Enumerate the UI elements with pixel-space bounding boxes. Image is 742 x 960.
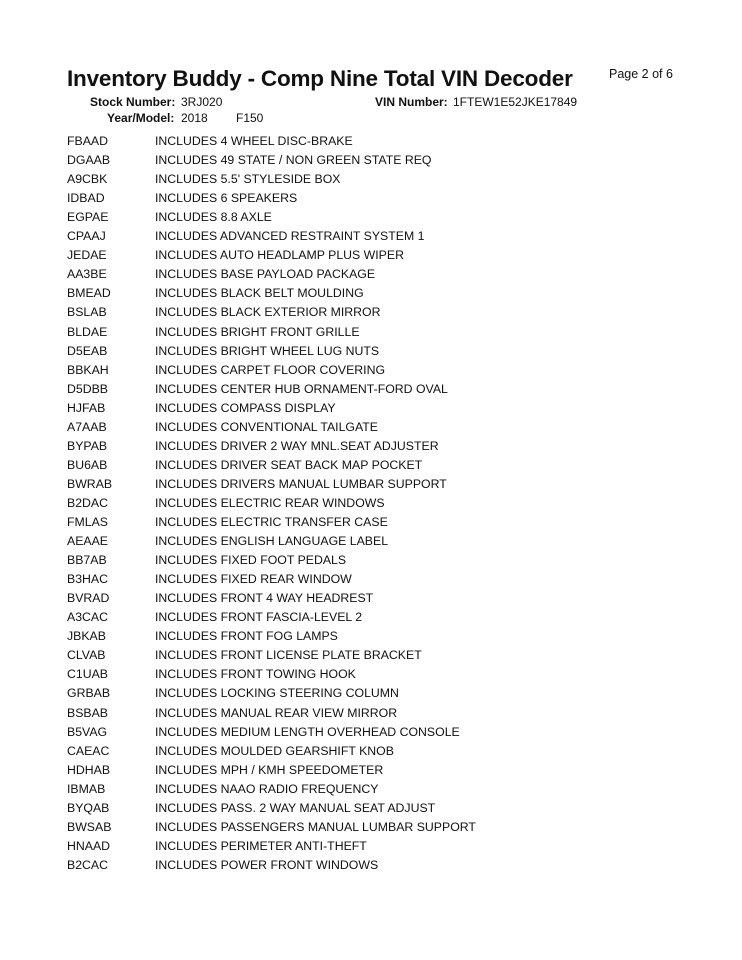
option-description: INCLUDES FRONT TOWING HOOK (155, 667, 356, 682)
option-description: INCLUDES POWER FRONT WINDOWS (155, 857, 379, 872)
option-description: INCLUDES BRIGHT FRONT GRILLE (155, 324, 360, 339)
option-code: BWRAB (67, 476, 113, 491)
option-description: INCLUDES CARPET FLOOR COVERING (155, 362, 386, 377)
report-title: Inventory Buddy - Comp Nine Total VIN Decoder (67, 66, 573, 91)
option-row (0, 134, 742, 153)
option-code: IDBAD (67, 191, 105, 206)
vin-number-label: VIN Number: (375, 95, 448, 109)
option-code: BYPAB (67, 438, 108, 453)
option-row (0, 325, 742, 344)
year-value: 2018 (181, 111, 208, 125)
option-code: JEDAE (67, 248, 107, 263)
option-code: CLVAB (67, 648, 106, 663)
option-code: BU6AB (67, 457, 108, 472)
option-description: INCLUDES FRONT 4 WAY HEADREST (155, 591, 374, 606)
option-code: FMLAS (67, 515, 108, 529)
option-row (0, 648, 742, 667)
option-row (0, 515, 742, 534)
option-code: B2CAC (67, 857, 109, 872)
option-description: INCLUDES PASS. 2 WAY MANUAL SEAT ADJUST (155, 800, 436, 815)
option-code: GRBAB (67, 686, 111, 701)
stock-number-label: Stock Number: (90, 95, 176, 109)
option-row (0, 591, 742, 610)
option-row (0, 858, 742, 877)
option-code: B2DAC (67, 495, 109, 510)
option-description: INCLUDES ELECTRIC TRANSFER CASE (155, 515, 388, 529)
option-code: AEAAE (67, 534, 109, 549)
option-description: INCLUDES FRONT LICENSE PLATE BRACKET (155, 648, 422, 663)
option-row (0, 458, 742, 477)
option-code: HNAAD (67, 838, 111, 853)
option-description: INCLUDES BRIGHT WHEEL LUG NUTS (155, 343, 380, 358)
option-row (0, 382, 742, 401)
option-row (0, 191, 742, 210)
option-code: BWSAB (67, 819, 112, 834)
option-description: INCLUDES CENTER HUB ORNAMENT-FORD OVAL (155, 381, 448, 396)
option-code: BSLAB (67, 305, 107, 320)
option-code: C1UAB (67, 667, 109, 682)
option-code: BYQAB (67, 800, 110, 815)
option-code: IBMAB (67, 781, 106, 796)
option-description: INCLUDES NAAO RADIO FREQUENCY (155, 781, 379, 796)
page-number: Page 2 of 6 (609, 67, 673, 81)
option-row (0, 248, 742, 267)
option-description: INCLUDES 8.8 AXLE (155, 210, 272, 225)
option-row (0, 363, 742, 382)
option-code: A3CAC (67, 610, 109, 625)
option-row (0, 763, 742, 782)
option-description: INCLUDES LOCKING STEERING COLUMN (155, 686, 399, 701)
option-description: INCLUDES FIXED FOOT PEDALS (155, 553, 347, 568)
option-description: INCLUDES DRIVER SEAT BACK MAP POCKET (155, 457, 423, 472)
option-code: D5EAB (67, 343, 108, 358)
option-description: INCLUDES DRIVERS MANUAL LUMBAR SUPPORT (155, 476, 447, 491)
option-description: INCLUDES CONVENTIONAL TAILGATE (155, 419, 378, 434)
option-code: HJFAB (67, 400, 106, 415)
option-row (0, 801, 742, 820)
option-row (0, 477, 742, 496)
option-row (0, 610, 742, 629)
option-description: INCLUDES COMPASS DISPLAY (155, 400, 336, 415)
option-row (0, 839, 742, 858)
option-row (0, 629, 742, 648)
model-value: F150 (236, 111, 264, 125)
option-row (0, 744, 742, 763)
option-row (0, 401, 742, 420)
option-code: FBAAD (67, 134, 108, 148)
option-code: BSBAB (67, 705, 109, 720)
option-row (0, 782, 742, 801)
option-code: BLDAE (67, 324, 108, 339)
option-code: HDHAB (67, 762, 111, 777)
option-description: INCLUDES ENGLISH LANGUAGE LABEL (155, 534, 389, 549)
option-code: B5VAG (67, 724, 108, 739)
option-row (0, 344, 742, 363)
option-description: INCLUDES BLACK EXTERIOR MIRROR (155, 305, 381, 320)
option-description: INCLUDES BASE PAYLOAD PACKAGE (155, 267, 376, 282)
option-description: INCLUDES MEDIUM LENGTH OVERHEAD CONSOLE (155, 724, 460, 739)
stock-number-value: 3RJ020 (181, 95, 223, 109)
option-row (0, 553, 742, 572)
option-code: BBKAH (67, 362, 109, 377)
year-model-label: Year/Model: (107, 111, 175, 125)
option-description: INCLUDES DRIVER 2 WAY MNL.SEAT ADJUSTER (155, 438, 439, 453)
option-description: INCLUDES FIXED REAR WINDOW (155, 572, 352, 587)
option-description: INCLUDES PASSENGERS MANUAL LUMBAR SUPPORT (155, 819, 476, 834)
option-row (0, 439, 742, 458)
option-description: INCLUDES ADVANCED RESTRAINT SYSTEM 1 (155, 229, 425, 244)
option-description: INCLUDES MOULDED GEARSHIFT KNOB (155, 743, 394, 758)
option-row (0, 667, 742, 686)
option-row (0, 210, 742, 229)
vin-number-value: 1FTEW1E52JKE17849 (453, 95, 578, 109)
option-row (0, 572, 742, 591)
option-row (0, 820, 742, 839)
option-row (0, 153, 742, 172)
option-row (0, 706, 742, 725)
option-description: INCLUDES 5.5' STYLESIDE BOX (155, 172, 341, 187)
option-code: BMEAD (67, 286, 111, 301)
option-row (0, 267, 742, 286)
option-row (0, 229, 742, 248)
option-code: CPAAJ (67, 229, 106, 244)
option-code: CAEAC (67, 743, 110, 758)
option-row (0, 305, 742, 324)
option-row (0, 686, 742, 705)
option-description: INCLUDES 4 WHEEL DISC-BRAKE (155, 134, 353, 148)
option-row (0, 286, 742, 305)
option-code: BB7AB (67, 553, 107, 568)
option-description: INCLUDES 6 SPEAKERS (155, 191, 298, 206)
option-description: INCLUDES 49 STATE / NON GREEN STATE REQ (155, 153, 432, 168)
option-code: BVRAD (67, 591, 110, 606)
option-row (0, 172, 742, 191)
option-code: DGAAB (67, 153, 111, 168)
option-row (0, 420, 742, 439)
option-description: INCLUDES FRONT FASCIA-LEVEL 2 (155, 610, 363, 625)
option-description: INCLUDES PERIMETER ANTI-THEFT (155, 838, 367, 853)
option-description: INCLUDES FRONT FOG LAMPS (155, 629, 338, 644)
option-description: INCLUDES BLACK BELT MOULDING (155, 286, 364, 301)
option-code: EGPAE (67, 210, 109, 225)
option-code: AA3BE (67, 267, 107, 282)
option-description: INCLUDES MPH / KMH SPEEDOMETER (155, 762, 384, 777)
option-code: A9CBK (67, 172, 108, 187)
option-code: A7AAB (67, 419, 107, 434)
option-code: D5DBB (67, 381, 109, 396)
option-description: INCLUDES ELECTRIC REAR WINDOWS (155, 495, 385, 510)
option-description: INCLUDES MANUAL REAR VIEW MIRROR (155, 705, 398, 720)
option-row (0, 496, 742, 515)
option-description: INCLUDES AUTO HEADLAMP PLUS WIPER (155, 248, 404, 263)
option-row (0, 725, 742, 744)
option-code: JBKAB (67, 629, 106, 644)
option-row (0, 534, 742, 553)
option-code: B3HAC (67, 572, 109, 587)
